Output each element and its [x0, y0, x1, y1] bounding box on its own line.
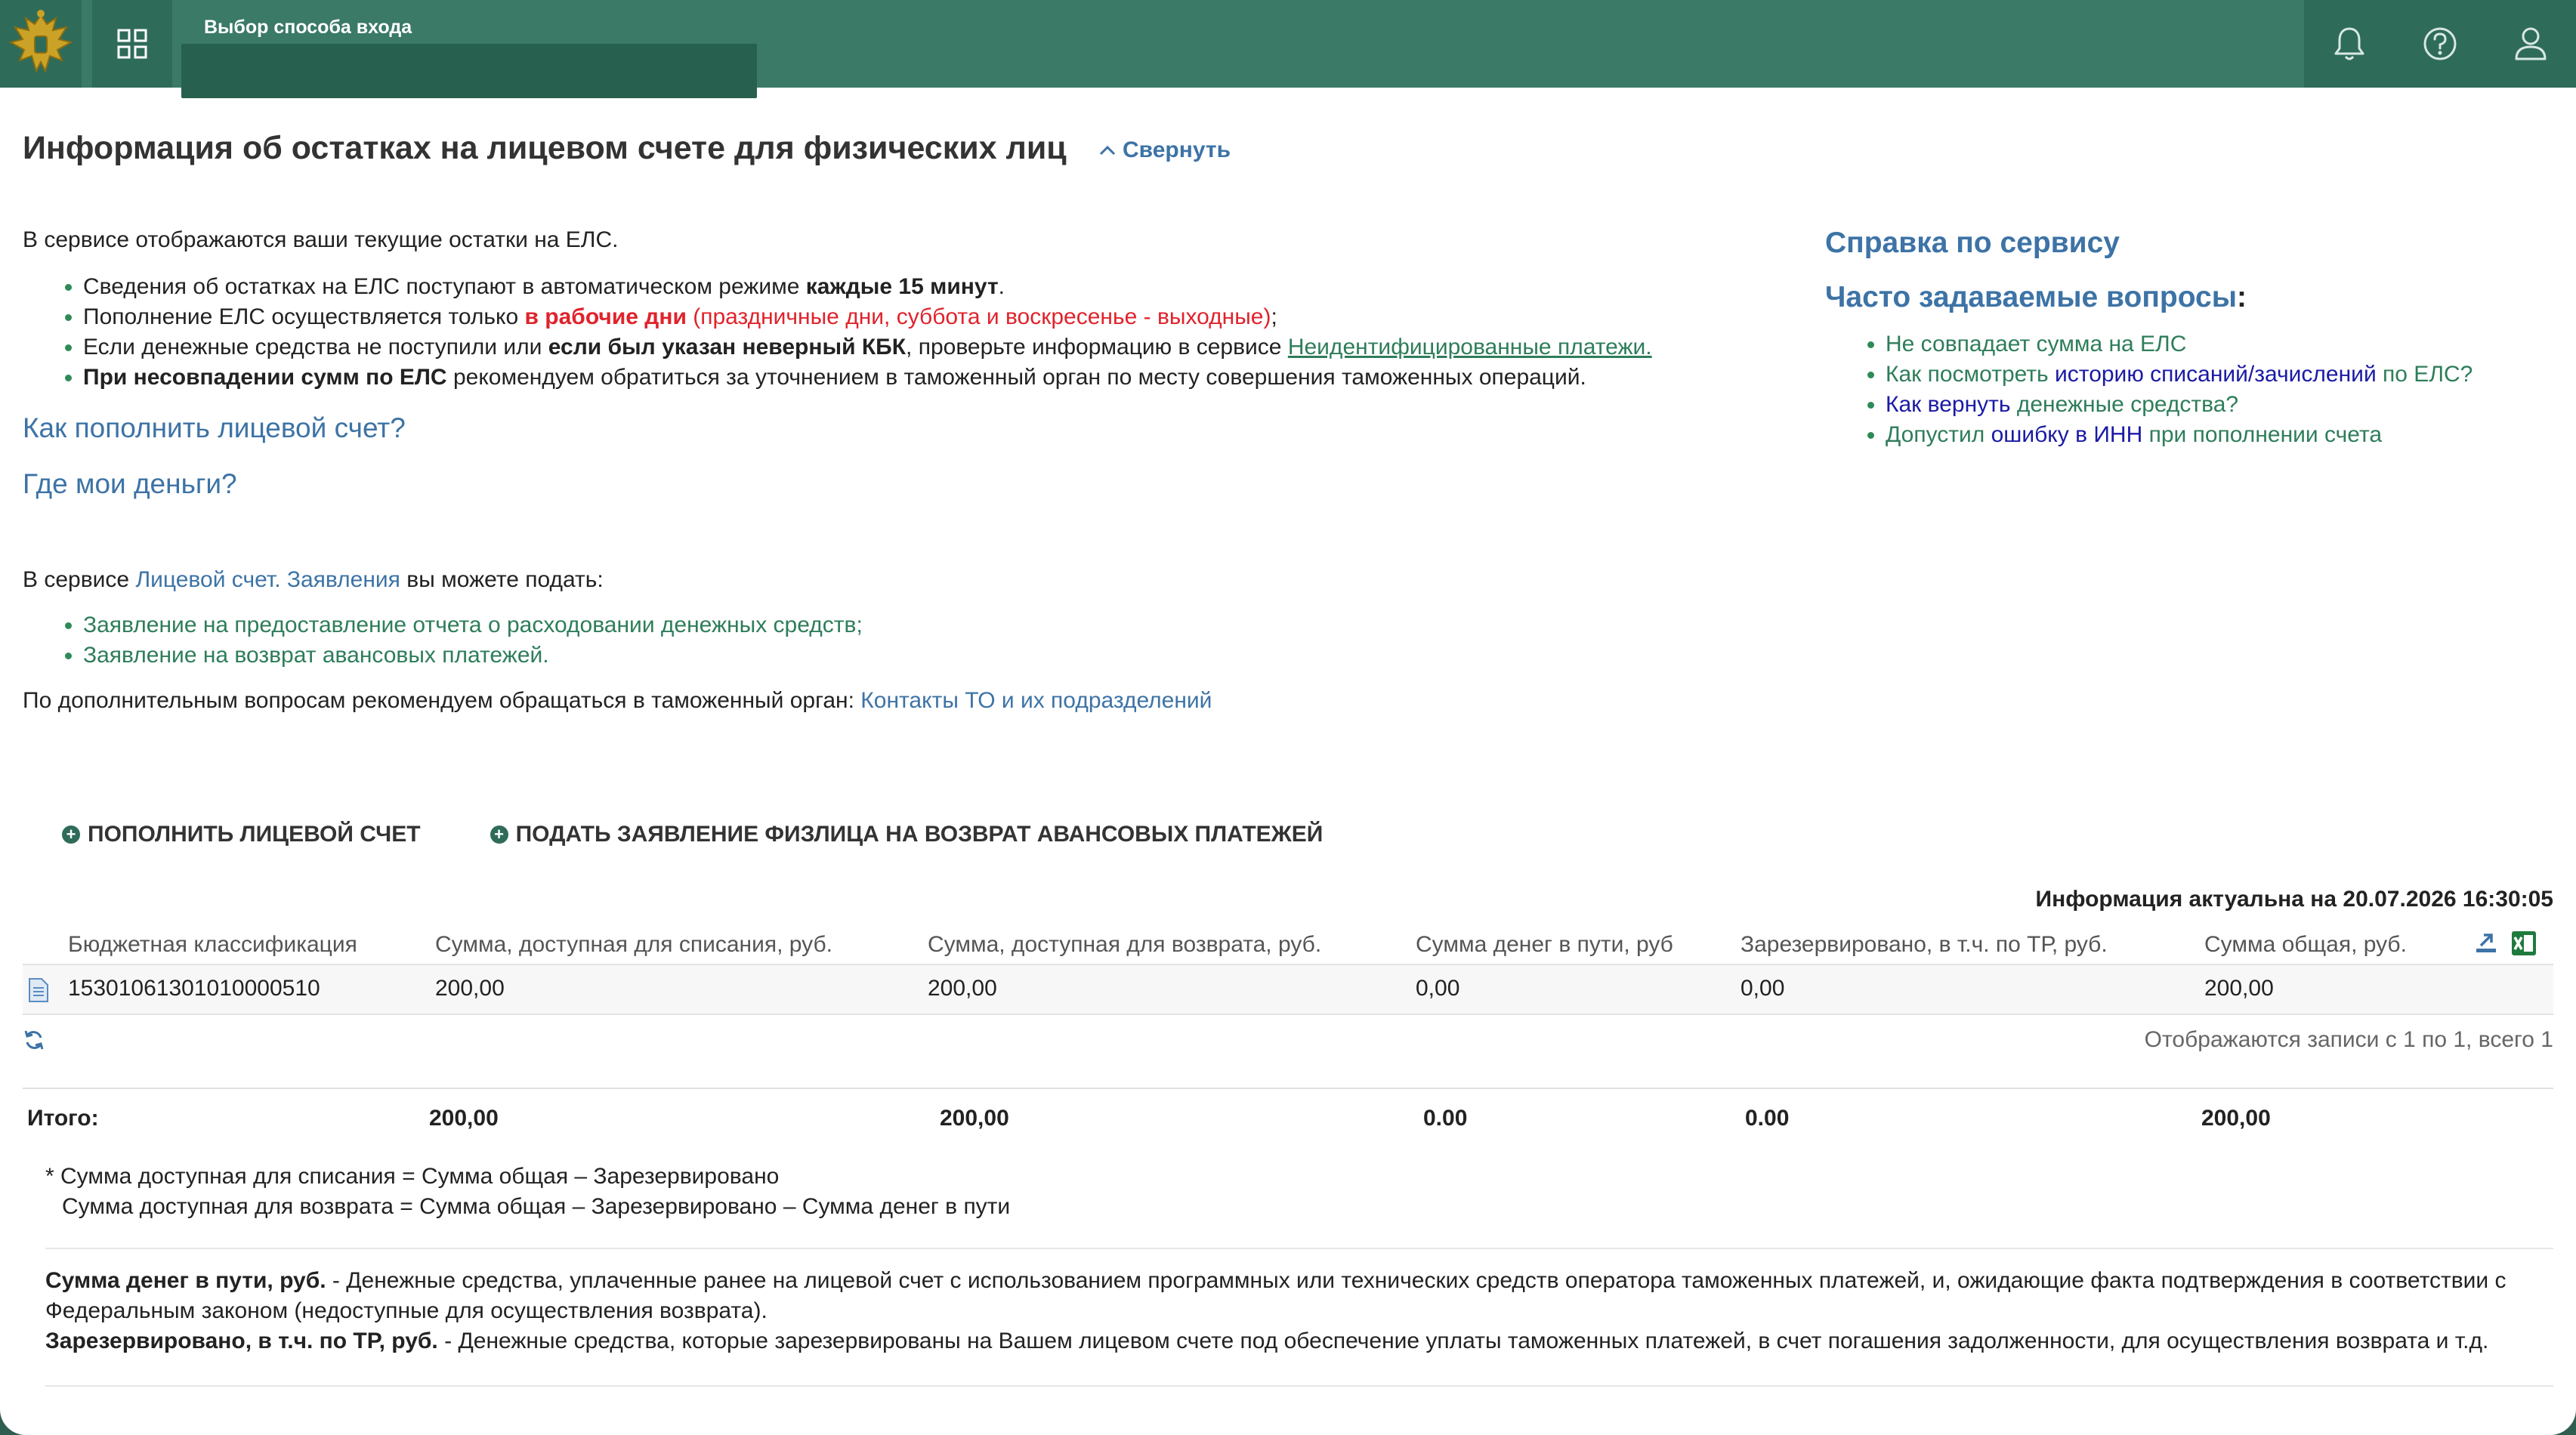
list-item: Пополнение ЕЛС осуществляется только в рабочие дни (праздничные дни, суббота и воскресенье - выходные);: [23, 302, 1652, 332]
how-to-return-link[interactable]: Как вернуть: [1886, 392, 2011, 417]
chevron-up-icon: [1098, 144, 1117, 156]
notes-list: [23, 272, 1652, 393]
export-icon[interactable]: [2475, 930, 2497, 955]
contacts-text: По дополнительным вопросам рекомендуем обращаться в таможенный орган: Контакты ТО и их подразделений: [23, 688, 1212, 713]
pagination-info: Отображаются записи с 1 по 1, всего 1: [2144, 1027, 2553, 1052]
service-text: В сервисе Лицевой счет. Заявления вы можете подать:: [23, 567, 604, 592]
totals-row: [23, 1089, 2553, 1140]
definitions: [45, 1266, 2538, 1356]
emblem-logo[interactable]: [0, 0, 82, 88]
table-header: [23, 924, 2553, 965]
table-cell: 15301061301010000510: [68, 976, 320, 1001]
table-cell: 0,00: [1416, 976, 1460, 1001]
total-cell: 200,00: [940, 1106, 1009, 1131]
header-actions: [2304, 0, 2576, 88]
column-header[interactable]: Сумма денег в пути, руб: [1416, 932, 1673, 957]
divider: [45, 1385, 2553, 1387]
topup-account-button[interactable]: + ПОПОЛНИТЬ ЛИЦЕВОЙ СЧЕТ: [62, 822, 421, 847]
document-icon[interactable]: [27, 977, 50, 1003]
faq-item[interactable]: Не совпадает сумма на ЕЛС: [1825, 329, 2473, 360]
divider: [45, 1248, 2553, 1249]
table-footer: [23, 1015, 2553, 1089]
actions-bar: [62, 822, 1323, 847]
totals-label: Итого:: [27, 1106, 99, 1131]
table-cell: 200,00: [2204, 976, 2274, 1001]
service-list: [23, 610, 863, 671]
faq-item: Как посмотреть историю списаний/зачислений по ЕЛС?: [1825, 360, 2473, 390]
formula-note: * Сумма доступная для списания = Сумма общая – Зарезервировано Сумма доступная для возврата = Сумма общая – Зарезервировано – Сумма денег в пути: [45, 1164, 1011, 1219]
bell-icon: [2333, 26, 2366, 62]
list-item: Если денежные средства не поступили или если был указан неверный КБК, проверьте информацию в сервисе Неидентифицированные платежи.: [23, 332, 1652, 363]
refresh-icon[interactable]: [23, 1029, 45, 1051]
history-link[interactable]: историю списаний/зачислений: [2055, 362, 2377, 387]
report-application-link[interactable]: Заявление на предоставление отчета о расходовании денежных средств;: [23, 610, 863, 640]
user-icon: [2513, 26, 2548, 62]
apps-grid-icon: [116, 27, 149, 60]
faq-item: Допустил ошибку в ИНН при пополнении счета: [1825, 420, 2473, 450]
inn-error-link[interactable]: ошибку в ИНН: [1991, 422, 2143, 447]
total-cell: 200,00: [429, 1106, 499, 1131]
header-title[interactable]: Выбор способа входа: [204, 17, 412, 38]
definition-money-in-transit: Сумма денег в пути, руб. - Денежные средства, уплаченные ранее на лицевой счет с использованием программных или технических средств оператора таможенных платежей, и, ожидающие факта подтверждения в соответствии с Федеральным законом (недоступные для осуществления возврата).: [45, 1268, 2507, 1323]
help-panel: [1825, 227, 2473, 450]
list-item: Сведения об остатках на ЕЛС поступают в автоматическом режиме каждые 15 минут.: [23, 272, 1652, 302]
contacts-link[interactable]: Контакты ТО и их подразделений: [860, 688, 1212, 713]
plus-circle-icon: +: [490, 826, 508, 844]
unidentified-payments-link[interactable]: Неидентифицированные платежи.: [1287, 335, 1652, 360]
top-header: [0, 0, 2576, 88]
column-header[interactable]: Зарезервировано, в т.ч. по ТР, руб.: [1740, 932, 2108, 957]
service-help-link[interactable]: Справка по сервису: [1825, 227, 2120, 259]
faq-list: [1825, 329, 2473, 450]
intro-text: В сервисе отображаются ваши текущие остатки на ЕЛС.: [23, 227, 619, 252]
notifications-button[interactable]: [2327, 21, 2372, 66]
table-cell: 200,00: [928, 976, 997, 1001]
collapse-label: Свернуть: [1123, 137, 1231, 162]
actuality-info: Информация актуальна на 20.07.2026 16:30:05: [2035, 887, 2553, 912]
refund-application-link[interactable]: Заявление на возврат авансовых платежей.: [23, 640, 863, 671]
total-cell: 200,00: [2201, 1106, 2271, 1131]
total-cell: 0.00: [1423, 1106, 1468, 1131]
eagle-emblem-icon: [8, 8, 74, 80]
header-login-field[interactable]: [181, 44, 757, 98]
faq-item: Как вернуть денежные средства?: [1825, 390, 2473, 420]
definition-reserved: Зарезервировано, в т.ч. по ТР, руб. - Денежные средства, которые зарезервированы на Вашем лицевом счете под обеспечение уплаты таможенных платежей, в счет погашения задолженности, для осуществления возврата и т.д.: [45, 1329, 2489, 1353]
total-cell: 0.00: [1745, 1106, 1790, 1131]
refund-application-button[interactable]: + ПОДАТЬ ЗАЯВЛЕНИЕ ФИЗЛИЦА НА ВОЗВРАТ АВАНСОВЫХ ПЛАТЕЖЕЙ: [490, 822, 1324, 847]
page-title: Информация об остатках на лицевом счете для физических лиц: [23, 130, 1067, 166]
list-item: При несовпадении сумм по ЕЛС рекомендуем обратиться за уточнением в таможенный орган по месту совершения таможенных операций.: [23, 363, 1652, 393]
apps-menu-button[interactable]: [92, 0, 172, 88]
applications-service-link[interactable]: Лицевой счет. Заявления: [135, 567, 400, 592]
how-to-topup-link[interactable]: Как пополнить лицевой счет?: [23, 412, 406, 443]
collapse-link[interactable]: [1098, 137, 1231, 163]
column-header[interactable]: Бюджетная классификация: [68, 932, 357, 957]
export-tools: [2475, 930, 2537, 956]
help-button[interactable]: [2417, 21, 2463, 66]
column-header[interactable]: Сумма, доступная для списания, руб.: [435, 932, 832, 957]
column-header[interactable]: Сумма, доступная для возврата, руб.: [928, 932, 1322, 957]
faq-heading: Часто задаваемые вопросы:: [1825, 281, 2247, 313]
plus-circle-icon: +: [62, 826, 80, 844]
user-profile-button[interactable]: [2508, 21, 2553, 66]
column-header[interactable]: Сумма общая, руб.: [2204, 932, 2407, 957]
excel-icon[interactable]: [2511, 930, 2537, 956]
table-row[interactable]: [23, 965, 2553, 1015]
help-icon: [2422, 26, 2458, 62]
table-cell: 200,00: [435, 976, 505, 1001]
table-cell: 0,00: [1740, 976, 1785, 1001]
where-is-my-money-link[interactable]: Где мои деньги?: [23, 468, 237, 499]
balances-table: [23, 924, 2553, 1140]
